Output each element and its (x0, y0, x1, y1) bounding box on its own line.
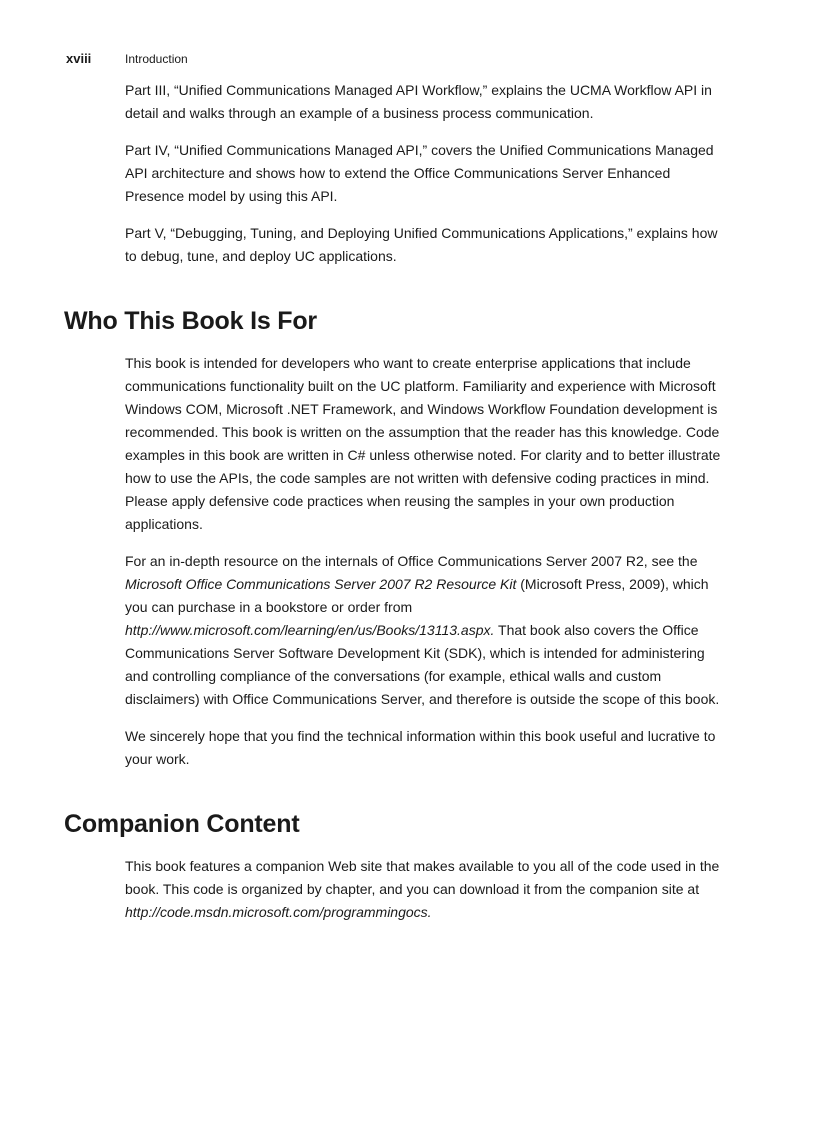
resource-kit-order-link[interactable]: http://www.microsoft.com/learning/en/us/Books/13113.aspx. (125, 622, 495, 638)
part-three-paragraph: Part III, “Unified Communications Managed API Workflow,” explains the UCMA Workflow API in detail and walks through an example of a business process communication. (125, 82, 712, 121)
page-number: xviii (66, 51, 92, 66)
companion-description-text: This book features a companion Web site that makes available to you all of the code used in the book. This code is organized by chapter, and you can download it from the companion site at (125, 858, 720, 897)
part-four-paragraph: Part IV, “Unified Communications Managed API,” covers the Unified Communications Managed API architecture and shows how to extend the Office Communications Server Enhanced Presence model by using this API. (125, 142, 714, 204)
closing-paragraph: We sincerely hope that you find the technical information within this book useful and lucrative to your work. (125, 728, 716, 767)
companion-content-heading: Companion Content (64, 810, 300, 838)
companion-site-link[interactable]: http://code.msdn.microsoft.com/programmingocs. (125, 904, 432, 920)
who-this-book-is-for-body (125, 352, 723, 785)
resource-kit-paragraph (125, 550, 723, 711)
who-this-book-is-for-heading: Who This Book Is For (64, 307, 317, 335)
companion-paragraph (125, 855, 723, 924)
audience-paragraph: This book is intended for developers who want to create enterprise applications that include communications functionality built on the UC platform. Familiarity and experience with Microsoft Windows COM, Microsoft .NET Framework, and Windows Workflow Foundation development is recommended. This book is written on the assumption that the reader has this knowledge. Code examples in this book are written in C# unless otherwise noted. For clarity and to better illustrate how to use the APIs, the code samples are not written with defensive coding practices in mind. Please apply defensive code practices when reusing the samples in your own production applications. (125, 355, 721, 532)
resource-kit-intro-text: For an in-depth resource on the internals of Office Communications Server 2007 R2, see the (125, 553, 698, 569)
resource-kit-sdk-text: That book also covers the Office Communications Server Software Development Kit (SDK), which is intended for administering and controlling compliance of the conversations (for example, ethical walls and custom disclaimers) with Office Communications Server, and therefore is outside the scope of this book. (125, 622, 720, 707)
running-head-section-title: Introduction (125, 52, 188, 66)
parts-overview (125, 79, 723, 282)
companion-content-body (125, 855, 723, 938)
resource-kit-book-title: Microsoft Office Communications Server 2007 R2 Resource Kit (125, 576, 517, 592)
resource-kit-publisher-text: (Microsoft Press, 2009), which you can purchase in a bookstore or order from (125, 576, 709, 615)
part-five-paragraph: Part V, “Debugging, Tuning, and Deploying Unified Communications Applications,” explains how to debug, tune, and deploy UC applications. (125, 225, 718, 264)
